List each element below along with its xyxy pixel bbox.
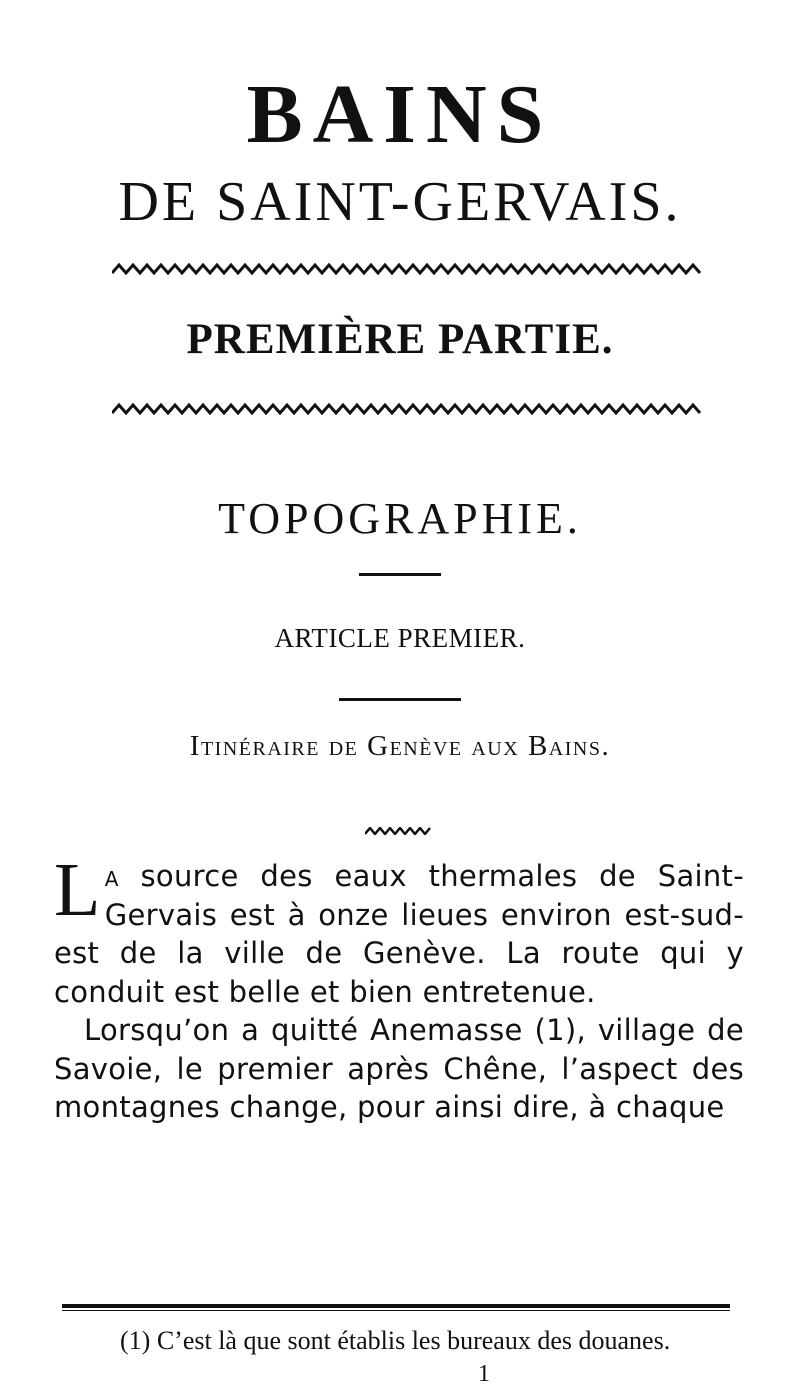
paragraph-2: Lorsqu’on a quitté Anemasse (1), village de Savoie, le premier après Chêne, l’aspect des montagnes change, pour ainsi dire, à chaque xyxy=(54,1013,744,1124)
divider-rule-1 xyxy=(359,573,441,576)
wavy-ornament-top-svg xyxy=(112,263,702,275)
signature-mark: 1 xyxy=(478,1361,490,1387)
paragraph-1 xyxy=(54,848,744,1011)
drop-cap: L xyxy=(54,848,101,932)
chapter-heading: Itinéraire de Genève aux Bains. xyxy=(189,730,611,762)
first-word-rest: a xyxy=(104,859,119,893)
main-title: BAINS xyxy=(246,68,554,161)
section-heading: TOPOGRAPHIE. xyxy=(218,494,582,543)
wavy-ornament-bottom xyxy=(112,403,702,415)
article-heading: ARTICLE PREMIER. xyxy=(274,623,526,653)
paragraph-1-text: source des eaux thermales de Saint-Gervais est à onze lieues environ est-sud-est de la ville de Genève. La route qui y conduit est belle et bien entretenue. xyxy=(54,859,744,1009)
footnote: (1) C’est là que sont établis les bureaux des douanes. xyxy=(120,1326,671,1355)
small-ornament-svg xyxy=(365,827,433,835)
footnote-rule-thin xyxy=(62,1310,730,1311)
footnote-rule xyxy=(62,1304,730,1308)
divider-rule-2 xyxy=(339,698,461,701)
part-heading: PREMIÈRE PARTIE. xyxy=(186,316,614,363)
wavy-ornament-top xyxy=(112,263,702,275)
body-text xyxy=(54,848,744,1127)
small-ornament xyxy=(365,822,433,830)
subtitle: DE SAINT-GERVAIS. xyxy=(118,171,682,233)
wavy-ornament-bottom-svg xyxy=(112,403,702,415)
